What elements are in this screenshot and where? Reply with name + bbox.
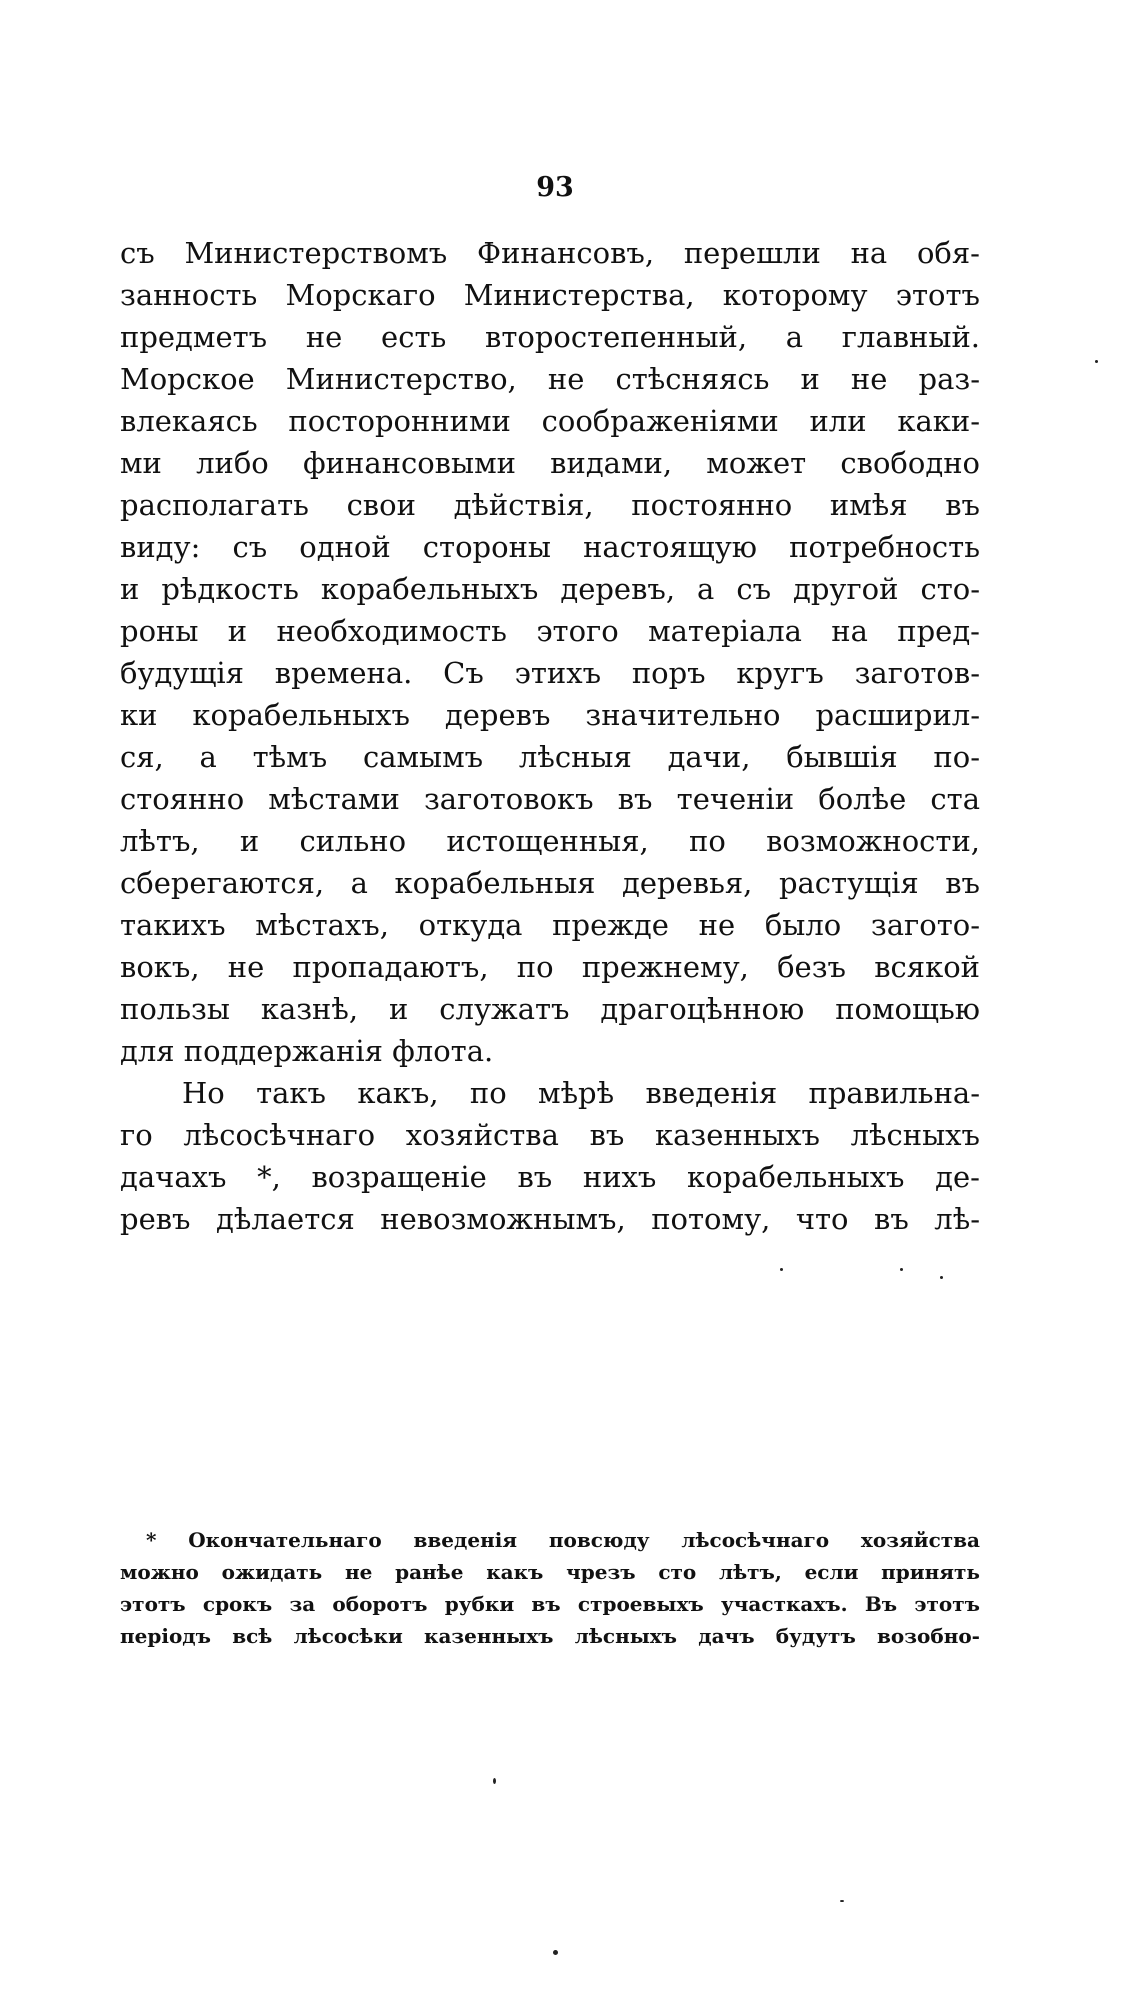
text-line: вокъ, не пропадаютъ, по прежнему, безъ всякой — [120, 950, 980, 984]
text-line: будущія времена. Съ этихъ поръ кругъ заготов- — [120, 656, 980, 690]
text-line: располагать свои дѣйствія, постоянно имѣя въ — [120, 488, 980, 522]
text-line: лѣтъ, и сильно истощенныя, по возможности, — [120, 824, 980, 858]
text-line: занность Морскаго Министерства, которому этотъ — [120, 278, 980, 312]
text-line: ревъ дѣлается невозможнымъ, потому, что въ лѣ- — [120, 1202, 980, 1236]
text-line: стоянно мѣстами заготовокъ въ теченіи болѣе ста — [120, 782, 980, 816]
text-line: пользы казнѣ, и служатъ драгоцѣнною помощью — [120, 992, 980, 1026]
scan-speck — [1095, 360, 1098, 363]
page-number: 93 — [536, 172, 574, 203]
text-line: предметъ не есть второстепенный, а главный. — [120, 320, 980, 354]
text-line: го лѣсосѣчнаго хозяйства въ казенныхъ лѣсныхъ — [120, 1118, 980, 1152]
footnote-line: * Окончательнаго введенія повсюду лѣсосѣчнаго хозяйства — [146, 1528, 980, 1552]
footnote-block — [120, 1524, 980, 1652]
scan-speck — [900, 1268, 903, 1271]
scan-speck — [493, 1778, 496, 1784]
footnote-line: періодъ всѣ лѣсосѣки казенныхъ лѣсныхъ дачъ будутъ возобно- — [120, 1624, 980, 1648]
main-text-block — [120, 232, 980, 1240]
footnote-line: можно ожидать не ранѣе какъ чрезъ сто лѣтъ, если принять — [120, 1560, 980, 1584]
paragraph-start-line: Но такъ какъ, по мѣрѣ введенія правильна- — [182, 1076, 980, 1110]
text-line: роны и необходимость этого матеріала на пред- — [120, 614, 980, 648]
text-line: дачахъ *, возращеніе въ нихъ корабельныхъ де- — [120, 1160, 980, 1194]
scan-speck — [840, 1900, 844, 1902]
scan-speck — [553, 1950, 558, 1955]
scan-speck — [780, 1268, 783, 1271]
text-line: Морское Министерство, не стѣсняясь и не раз- — [120, 362, 980, 396]
paragraph-end-line: для поддержанія флота. — [120, 1034, 494, 1068]
text-line: такихъ мѣстахъ, откуда прежде не было загото- — [120, 908, 980, 942]
text-line: сберегаются, а корабельныя деревья, растущія въ — [120, 866, 980, 900]
text-line: виду: съ одной стороны настоящую потребность — [120, 530, 980, 564]
text-line: ся, а тѣмъ самымъ лѣсныя дачи, бывшія по- — [120, 740, 980, 774]
scan-speck — [940, 1276, 943, 1279]
text-line: ки корабельныхъ деревъ значительно расширил- — [120, 698, 980, 732]
text-line: ми либо финансовыми видами, может свободно — [120, 446, 980, 480]
footnote-line: этотъ срокъ за оборотъ рубки въ строевыхъ участкахъ. Въ этотъ — [120, 1592, 980, 1616]
text-line: съ Министерствомъ Финансовъ, перешли на обя- — [120, 236, 980, 270]
text-line: влекаясь посторонними соображеніями или каки- — [120, 404, 980, 438]
text-line: и рѣдкость корабельныхъ деревъ, а съ другой сто- — [120, 572, 980, 606]
